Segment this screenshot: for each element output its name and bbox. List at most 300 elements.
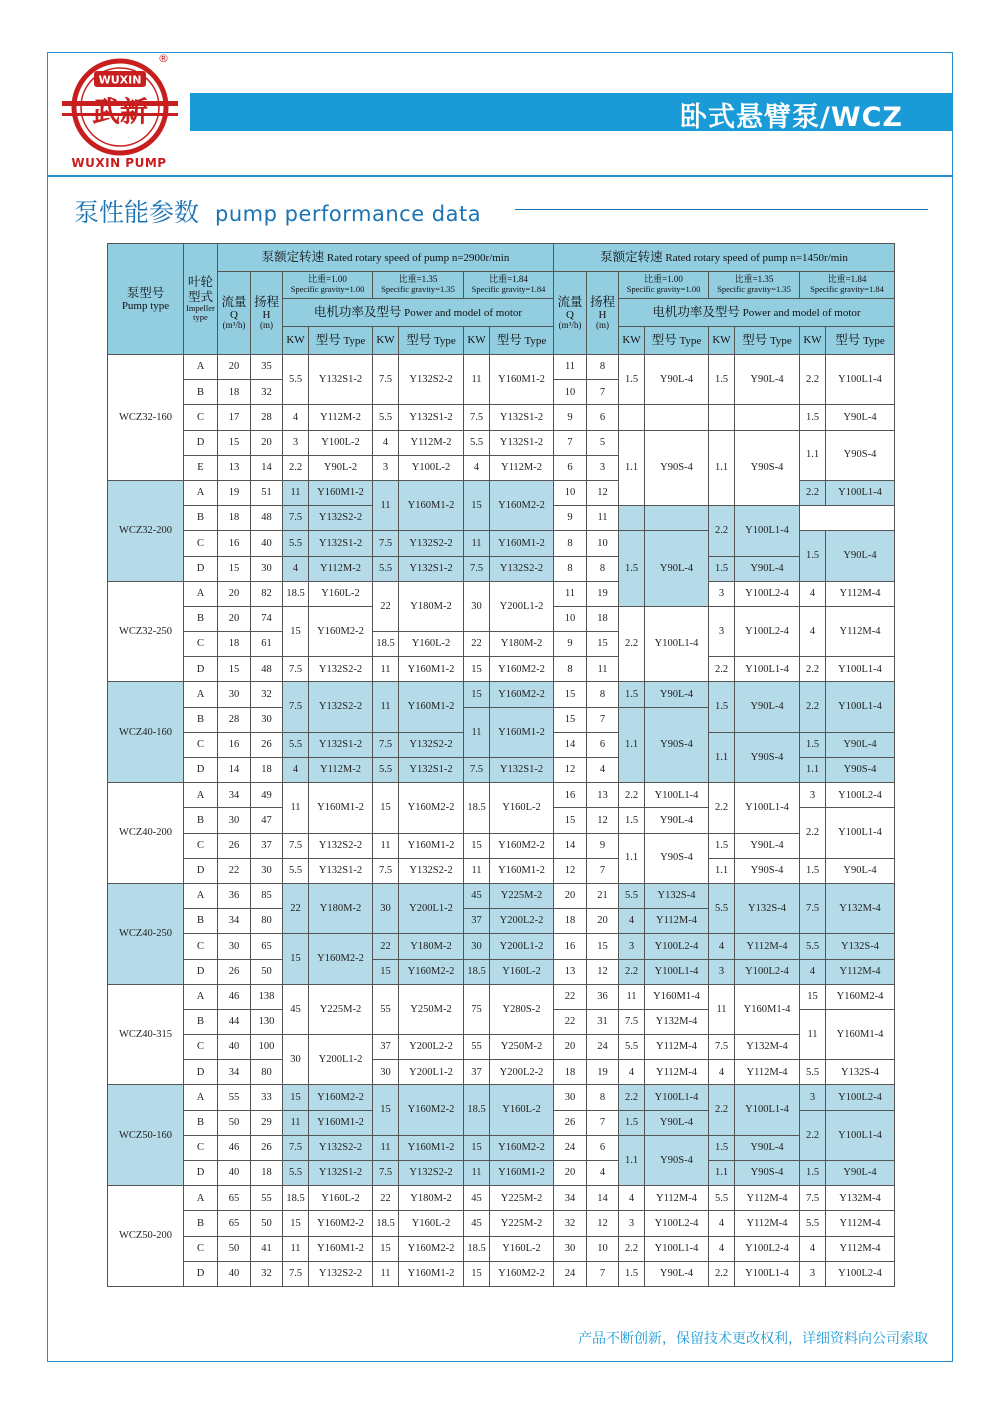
head-2900-cell: 30 xyxy=(251,858,283,883)
flow-1450-cell: 12 xyxy=(554,758,587,783)
impeller-cell: B xyxy=(184,380,218,405)
header-sg-100-a: 比重=1.00 Specific gravity=1.00 xyxy=(283,272,373,299)
impeller-cell: B xyxy=(184,909,218,934)
impeller-cell: B xyxy=(184,707,218,732)
motor-kw-cell: 15 xyxy=(283,606,309,656)
motor-kw-cell: 11 xyxy=(464,355,490,405)
motor-type-cell: Y90L-4 xyxy=(645,355,709,405)
motor-kw-cell: 2.2 xyxy=(619,959,645,984)
table-row xyxy=(108,405,895,430)
motor-type-cell: Y132S1-2 xyxy=(490,758,554,783)
motor-kw-cell: 1.1 xyxy=(709,858,735,883)
motor-type-cell: Y112M-2 xyxy=(309,556,373,581)
impeller-cell: C xyxy=(184,934,218,959)
head-2900-cell: 48 xyxy=(251,657,283,682)
impeller-cell: A xyxy=(184,1186,218,1211)
motor-type-cell: Y160M2-2 xyxy=(490,480,554,530)
motor-kw-cell: 4 xyxy=(709,1060,735,1085)
head-1450-cell: 36 xyxy=(587,984,619,1009)
head-1450-cell: 8 xyxy=(587,1085,619,1110)
motor-kw-cell: 1.5 xyxy=(800,732,826,757)
section-title-cn: 泵性能参数 xyxy=(74,198,200,227)
head-2900-cell: 14 xyxy=(251,455,283,480)
motor-kw-cell: 5.5 xyxy=(619,883,645,908)
motor-type-cell: Y90S-4 xyxy=(645,707,709,783)
motor-type-cell: Y132S-4 xyxy=(826,1060,895,1085)
motor-kw-cell: 22 xyxy=(283,883,309,933)
section-title-en: pump performance data xyxy=(215,202,482,226)
motor-type-cell: Y180M-2 xyxy=(399,1186,464,1211)
flow-1450-cell: 11 xyxy=(554,355,587,380)
head-2900-cell: 80 xyxy=(251,909,283,934)
motor-type-cell: Y100L1-4 xyxy=(826,657,895,682)
motor-type-cell: Y100L1-4 xyxy=(645,959,709,984)
head-1450-cell: 7 xyxy=(587,1261,619,1286)
motor-kw-cell: 5.5 xyxy=(800,1211,826,1236)
motor-type-cell: Y100L-2 xyxy=(399,455,464,480)
motor-type-cell: Y132S2-2 xyxy=(309,1135,373,1160)
motor-kw-cell: 45 xyxy=(283,984,309,1034)
motor-type-cell: Y112M-2 xyxy=(309,405,373,430)
pump-type-cell: WCZ50-160 xyxy=(108,1085,184,1186)
table-row xyxy=(108,682,895,707)
motor-type-cell: Y90S-4 xyxy=(735,732,800,782)
logo-cn-text: 武新 xyxy=(91,95,149,128)
motor-kw-cell: 2.2 xyxy=(283,455,309,480)
impeller-cell: A xyxy=(184,1085,218,1110)
header-kw: KW xyxy=(464,327,490,355)
motor-kw-cell: 1.1 xyxy=(619,707,645,783)
motor-type-cell: Y100L2-4 xyxy=(645,1211,709,1236)
flow-1450-cell: 16 xyxy=(554,783,587,808)
motor-type-cell: Y90L-4 xyxy=(826,405,895,430)
motor-type-cell: Y160M1-2 xyxy=(399,657,464,682)
motor-kw-cell: 1.5 xyxy=(619,355,645,405)
impeller-cell: C xyxy=(184,405,218,430)
motor-type-cell: Y100L2-4 xyxy=(735,1236,800,1261)
motor-type-cell: Y112M-4 xyxy=(826,959,895,984)
motor-type-cell: Y112M-4 xyxy=(735,1211,800,1236)
flow-1450-cell: 15 xyxy=(554,707,587,732)
motor-type-cell: Y132S1-2 xyxy=(309,732,373,757)
motor-type-cell: Y132S1-2 xyxy=(490,430,554,455)
flow-1450-cell: 24 xyxy=(554,1261,587,1286)
motor-type-cell: Y200L1-2 xyxy=(490,581,554,631)
impeller-cell: B xyxy=(184,808,218,833)
flow-1450-cell: 34 xyxy=(554,1186,587,1211)
motor-kw-cell: 1.1 xyxy=(800,758,826,783)
impeller-cell: A xyxy=(184,581,218,606)
motor-kw-cell: 30 xyxy=(373,1060,399,1085)
motor-type-cell: Y112M-2 xyxy=(490,455,554,480)
motor-type-cell: Y132M-4 xyxy=(645,1009,709,1034)
motor-type-cell: Y132S-4 xyxy=(826,934,895,959)
motor-kw-cell: 30 xyxy=(283,1035,309,1085)
head-1450-cell: 7 xyxy=(587,858,619,883)
flow-1450-cell: 20 xyxy=(554,1035,587,1060)
motor-kw-cell: 5.5 xyxy=(619,1035,645,1060)
flow-2900-cell: 34 xyxy=(218,1060,251,1085)
motor-kw-cell: 11 xyxy=(709,984,735,1034)
motor-type-cell: Y132S2-2 xyxy=(309,1261,373,1286)
impeller-cell: C xyxy=(184,1135,218,1160)
motor-type-cell: Y160M2-2 xyxy=(309,1085,373,1110)
motor-type-cell: Y100L-2 xyxy=(309,430,373,455)
motor-kw-cell: 18.5 xyxy=(464,959,490,984)
motor-type-cell: Y132S1-2 xyxy=(309,355,373,405)
motor-kw-cell: 2.2 xyxy=(709,657,735,682)
motor-kw-cell: 15 xyxy=(283,934,309,984)
flow-1450-cell: 32 xyxy=(554,1211,587,1236)
motor-type-cell: Y90L-4 xyxy=(826,1161,895,1186)
motor-type-cell: Y160M2-2 xyxy=(399,1236,464,1261)
motor-kw-cell: 7.5 xyxy=(283,506,309,531)
head-2900-cell: 50 xyxy=(251,1211,283,1236)
motor-kw-cell: 11 xyxy=(800,1009,826,1059)
motor-kw-cell: 2.2 xyxy=(709,506,735,556)
motor-kw-cell: 2.2 xyxy=(619,783,645,808)
motor-kw-cell: 7.5 xyxy=(464,758,490,783)
header-flow-1: 流量 Q (m³/h) xyxy=(218,272,251,355)
flow-2900-cell: 20 xyxy=(218,355,251,380)
impeller-cell: D xyxy=(184,1161,218,1186)
motor-kw-cell: 5.5 xyxy=(373,556,399,581)
motor-kw-cell: 4 xyxy=(283,758,309,783)
motor-kw-cell: 7.5 xyxy=(464,556,490,581)
motor-type-cell: Y160L-2 xyxy=(490,1085,554,1135)
motor-type-cell: Y132S1-2 xyxy=(490,405,554,430)
flow-1450-cell: 9 xyxy=(554,405,587,430)
flow-2900-cell: 16 xyxy=(218,732,251,757)
motor-type-cell: Y132S2-2 xyxy=(309,833,373,858)
motor-kw-cell: 4 xyxy=(709,934,735,959)
flow-2900-cell: 18 xyxy=(218,380,251,405)
table-row xyxy=(108,581,895,606)
motor-type-cell: Y160M2-2 xyxy=(309,606,373,656)
table-row xyxy=(108,1060,895,1085)
header-sg-184-b: 比重=1.84 Specific gravity=1.84 xyxy=(800,272,895,299)
flow-1450-cell: 22 xyxy=(554,984,587,1009)
motor-type-cell: Y160M1-2 xyxy=(490,707,554,757)
header-speed-1450: 泵额定转速 Rated rotary speed of pump n=1450r/min xyxy=(554,244,895,272)
table-row xyxy=(108,1261,895,1286)
flow-2900-cell: 22 xyxy=(218,858,251,883)
motor-type-cell: Y132S2-2 xyxy=(399,531,464,556)
flow-2900-cell: 36 xyxy=(218,883,251,908)
flow-1450-cell: 16 xyxy=(554,934,587,959)
head-1450-cell: 8 xyxy=(587,556,619,581)
motor-type-cell: Y160L-2 xyxy=(399,1211,464,1236)
motor-type-cell: Y160M1-2 xyxy=(490,355,554,405)
head-1450-cell: 7 xyxy=(587,1110,619,1135)
motor-kw-cell: 7.5 xyxy=(709,1035,735,1060)
motor-type-cell: Y225M-2 xyxy=(490,883,554,908)
flow-2900-cell: 18 xyxy=(218,632,251,657)
flow-2900-cell: 40 xyxy=(218,1161,251,1186)
motor-type-cell: Y112M-4 xyxy=(735,934,800,959)
pump-type-cell: WCZ40-250 xyxy=(108,883,184,984)
motor-kw-cell: 30 xyxy=(464,581,490,631)
motor-type-cell: Y180M-2 xyxy=(490,632,554,657)
motor-kw-cell: 5.5 xyxy=(283,531,309,556)
motor-type-cell: Y132S2-2 xyxy=(399,1161,464,1186)
head-1450-cell: 4 xyxy=(587,758,619,783)
header-type: 型号 Type xyxy=(826,327,895,355)
motor-type-cell: Y100L1-4 xyxy=(645,606,709,682)
motor-kw-cell: 15 xyxy=(373,783,399,833)
motor-kw-cell: 3 xyxy=(619,934,645,959)
head-1450-cell: 10 xyxy=(587,1236,619,1261)
motor-kw-cell: 30 xyxy=(373,883,399,933)
flow-2900-cell: 26 xyxy=(218,833,251,858)
head-2900-cell: 32 xyxy=(251,682,283,707)
motor-type-cell: Y112M-4 xyxy=(826,581,895,606)
motor-kw-cell: 11 xyxy=(283,1110,309,1135)
head-1450-cell: 11 xyxy=(587,506,619,531)
motor-type-cell: Y160M1-4 xyxy=(735,984,800,1034)
motor-kw-cell: 18.5 xyxy=(373,1211,399,1236)
motor-kw-cell: 4 xyxy=(800,959,826,984)
motor-type-cell: Y100L2-4 xyxy=(826,1085,895,1110)
impeller-cell: D xyxy=(184,858,218,883)
motor-type-cell: Y200L1-2 xyxy=(490,934,554,959)
motor-kw-cell: 18.5 xyxy=(283,581,309,606)
motor-kw-cell: 1.1 xyxy=(800,430,826,480)
motor-type-cell: Y112M-2 xyxy=(399,430,464,455)
head-1450-cell: 24 xyxy=(587,1035,619,1060)
motor-kw-cell: 5.5 xyxy=(709,883,735,933)
motor-kw-cell: 15 xyxy=(373,959,399,984)
motor-type-cell: Y160M1-2 xyxy=(309,1110,373,1135)
flow-1450-cell: 8 xyxy=(554,556,587,581)
motor-kw-cell: 4 xyxy=(283,405,309,430)
table-row xyxy=(108,934,895,959)
motor-type-cell xyxy=(645,506,709,531)
flow-2900-cell: 15 xyxy=(218,430,251,455)
motor-kw-cell: 15 xyxy=(464,480,490,530)
motor-kw-cell: 11 xyxy=(619,984,645,1009)
motor-type-cell: Y132S2-2 xyxy=(309,682,373,732)
motor-kw-cell: 5.5 xyxy=(283,732,309,757)
flow-1450-cell: 18 xyxy=(554,1060,587,1085)
impeller-cell: D xyxy=(184,758,218,783)
motor-kw-cell: 5.5 xyxy=(283,1161,309,1186)
motor-type-cell: Y90S-4 xyxy=(826,430,895,480)
motor-type-cell: Y100L1-4 xyxy=(645,783,709,808)
motor-type-cell: Y90L-4 xyxy=(826,732,895,757)
head-1450-cell: 6 xyxy=(587,732,619,757)
head-1450-cell: 9 xyxy=(587,833,619,858)
motor-kw-cell: 1.5 xyxy=(709,1135,735,1160)
motor-kw-cell: 37 xyxy=(373,1035,399,1060)
motor-type-cell: Y132S2-2 xyxy=(309,657,373,682)
motor-type-cell: Y100L1-4 xyxy=(735,506,800,556)
motor-kw-cell: 7.5 xyxy=(283,657,309,682)
motor-type-cell: Y90L-4 xyxy=(826,531,895,581)
motor-kw-cell: 5.5 xyxy=(373,405,399,430)
flow-2900-cell: 20 xyxy=(218,581,251,606)
header-motor-1: 电机功率及型号 Power and model of motor xyxy=(283,299,554,327)
motor-kw-cell: 4 xyxy=(619,1186,645,1211)
head-2900-cell: 55 xyxy=(251,1186,283,1211)
motor-type-cell: Y132S1-2 xyxy=(399,758,464,783)
impeller-cell: D xyxy=(184,657,218,682)
motor-type-cell: Y90L-4 xyxy=(645,1261,709,1286)
head-1450-cell: 15 xyxy=(587,632,619,657)
motor-kw-cell: 15 xyxy=(283,1085,309,1110)
motor-kw-cell: 22 xyxy=(373,581,399,631)
flow-1450-cell: 14 xyxy=(554,833,587,858)
impeller-cell: A xyxy=(184,783,218,808)
motor-kw-cell: 3 xyxy=(800,783,826,808)
head-2900-cell: 100 xyxy=(251,1035,283,1060)
motor-type-cell: Y90S-4 xyxy=(645,1135,709,1185)
motor-kw-cell: 7.5 xyxy=(800,883,826,933)
head-2900-cell: 30 xyxy=(251,707,283,732)
motor-type-cell: Y180M-2 xyxy=(399,581,464,631)
motor-kw-cell: 1.5 xyxy=(800,531,826,581)
motor-type-cell: Y100L2-4 xyxy=(735,581,800,606)
motor-kw-cell: 18.5 xyxy=(373,632,399,657)
flow-2900-cell: 28 xyxy=(218,707,251,732)
flow-1450-cell: 11 xyxy=(554,581,587,606)
motor-type-cell: Y160L-2 xyxy=(490,783,554,833)
motor-type-cell: Y160L-2 xyxy=(490,959,554,984)
motor-type-cell: Y90L-4 xyxy=(735,833,800,858)
head-2900-cell: 85 xyxy=(251,883,283,908)
head-2900-cell: 28 xyxy=(251,405,283,430)
table-row xyxy=(108,984,895,1009)
impeller-cell: A xyxy=(184,984,218,1009)
motor-kw-cell: 4 xyxy=(800,1236,826,1261)
motor-type-cell: Y132S2-2 xyxy=(399,732,464,757)
motor-kw-cell xyxy=(619,405,645,430)
motor-type-cell: Y112M-4 xyxy=(645,909,709,934)
motor-type-cell: Y160M2-2 xyxy=(309,934,373,984)
motor-type-cell: Y112M-2 xyxy=(309,758,373,783)
table-row xyxy=(108,657,895,682)
motor-type-cell: Y90S-4 xyxy=(645,430,709,506)
motor-kw-cell: 4 xyxy=(619,1060,645,1085)
motor-kw-cell: 3 xyxy=(373,455,399,480)
flow-2900-cell: 46 xyxy=(218,1135,251,1160)
motor-type-cell: Y90S-4 xyxy=(826,758,895,783)
head-2900-cell: 48 xyxy=(251,506,283,531)
impeller-cell: C xyxy=(184,531,218,556)
header-sg-135-a: 比重=1.35 Specific gravity=1.35 xyxy=(373,272,464,299)
motor-kw-cell: 2.2 xyxy=(800,355,826,405)
motor-kw-cell: 2.2 xyxy=(709,1261,735,1286)
motor-kw-cell: 11 xyxy=(373,833,399,858)
motor-type-cell: Y100L2-4 xyxy=(645,934,709,959)
table-row xyxy=(108,833,895,858)
motor-kw-cell: 7.5 xyxy=(283,833,309,858)
motor-kw-cell: 7.5 xyxy=(373,531,399,556)
performance-table-body xyxy=(108,355,895,1287)
motor-kw-cell: 7.5 xyxy=(283,1261,309,1286)
motor-kw-cell: 5.5 xyxy=(283,858,309,883)
motor-type-cell: Y132S-4 xyxy=(735,883,800,933)
flow-2900-cell: 30 xyxy=(218,808,251,833)
flow-1450-cell: 26 xyxy=(554,1110,587,1135)
pump-type-cell: WCZ32-200 xyxy=(108,480,184,581)
motor-type-cell: Y100L1-4 xyxy=(735,1085,800,1135)
head-2900-cell: 47 xyxy=(251,808,283,833)
motor-kw-cell: 2.2 xyxy=(709,783,735,833)
head-1450-cell: 18 xyxy=(587,606,619,631)
flow-1450-cell: 30 xyxy=(554,1085,587,1110)
motor-type-cell: Y160M2-2 xyxy=(399,1085,464,1135)
flow-2900-cell: 46 xyxy=(218,984,251,1009)
flow-1450-cell: 15 xyxy=(554,808,587,833)
motor-type-cell: Y132S1-2 xyxy=(399,556,464,581)
motor-kw-cell: 4 xyxy=(800,606,826,656)
motor-kw-cell: 15 xyxy=(283,1211,309,1236)
motor-kw-cell: 45 xyxy=(464,883,490,908)
motor-kw-cell: 18.5 xyxy=(464,783,490,833)
motor-type-cell: Y132S2-2 xyxy=(399,858,464,883)
motor-type-cell: Y160M2-2 xyxy=(490,1135,554,1160)
motor-type-cell: Y100L1-4 xyxy=(735,1261,800,1286)
motor-type-cell: Y90L-2 xyxy=(309,455,373,480)
head-1450-cell: 15 xyxy=(587,934,619,959)
motor-type-cell: Y160L-2 xyxy=(490,1236,554,1261)
motor-kw-cell: 3 xyxy=(800,1085,826,1110)
head-2900-cell: 74 xyxy=(251,606,283,631)
motor-type-cell: Y132M-4 xyxy=(735,1035,800,1060)
pump-type-cell: WCZ40-315 xyxy=(108,984,184,1085)
head-1450-cell: 7 xyxy=(587,707,619,732)
motor-kw-cell: 1.5 xyxy=(619,808,645,833)
header-kw: KW xyxy=(800,327,826,355)
motor-type-cell: Y112M-4 xyxy=(826,1236,895,1261)
motor-type-cell: Y200L1-2 xyxy=(309,1035,373,1085)
motor-kw-cell: 4 xyxy=(464,455,490,480)
header-kw: KW xyxy=(619,327,645,355)
motor-type-cell: Y112M-4 xyxy=(645,1035,709,1060)
motor-kw-cell: 11 xyxy=(464,531,490,556)
motor-kw-cell: 37 xyxy=(464,1060,490,1085)
motor-kw-cell: 1.1 xyxy=(709,732,735,782)
motor-type-cell: Y200L1-2 xyxy=(399,883,464,933)
motor-kw-cell: 18.5 xyxy=(464,1085,490,1135)
motor-type-cell: Y225M-2 xyxy=(490,1186,554,1211)
impeller-cell: C xyxy=(184,632,218,657)
header-divider xyxy=(47,175,953,177)
motor-kw-cell: 3 xyxy=(709,959,735,984)
table-row xyxy=(108,1211,895,1236)
flow-1450-cell: 8 xyxy=(554,531,587,556)
motor-kw-cell: 1.1 xyxy=(709,430,735,506)
motor-type-cell: Y160M1-2 xyxy=(490,531,554,556)
table-row xyxy=(108,783,895,808)
head-2900-cell: 50 xyxy=(251,959,283,984)
motor-type-cell: Y100L1-4 xyxy=(826,480,895,505)
motor-type-cell: Y160M1-2 xyxy=(399,1261,464,1286)
motor-type-cell: Y112M-4 xyxy=(735,1060,800,1085)
flow-1450-cell: 10 xyxy=(554,606,587,631)
impeller-cell: B xyxy=(184,1211,218,1236)
motor-kw-cell: 7.5 xyxy=(373,858,399,883)
motor-kw-cell: 2.2 xyxy=(619,606,645,682)
flow-2900-cell: 13 xyxy=(218,455,251,480)
motor-kw-cell: 1.1 xyxy=(619,833,645,883)
motor-kw-cell: 5.5 xyxy=(464,430,490,455)
table-row xyxy=(108,1035,895,1060)
motor-kw-cell: 75 xyxy=(464,984,490,1034)
motor-type-cell: Y132S-4 xyxy=(645,883,709,908)
flow-1450-cell: 10 xyxy=(554,380,587,405)
